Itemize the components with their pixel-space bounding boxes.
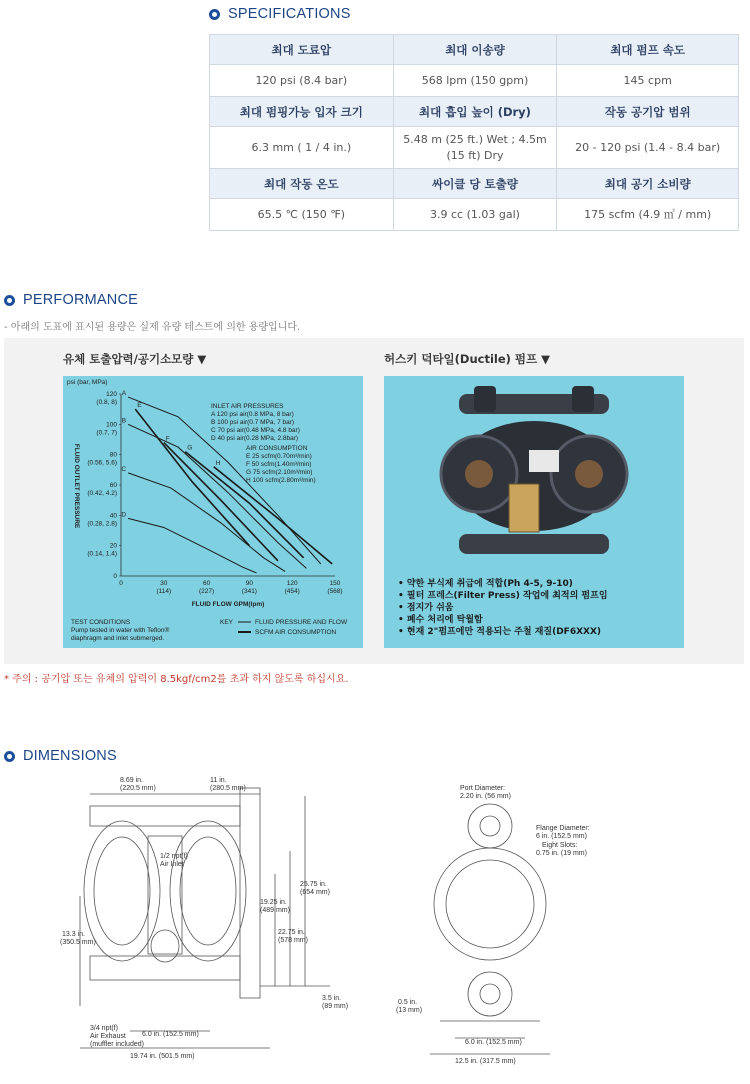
side-view-drawing xyxy=(430,804,550,1054)
spec-value-cell: 175 scfm (4.9 ㎥ / mm) xyxy=(557,199,739,231)
series-label: E xyxy=(137,402,142,410)
bullet-icon xyxy=(4,751,15,762)
dimension-label: (280.5 mm) xyxy=(210,785,246,792)
y-tick-label: 20 xyxy=(109,542,117,550)
chart-label: 유체 토출압력/공기소모량 ▼ xyxy=(63,352,207,366)
legend-inlet-title: INLET AIR PRESSURES xyxy=(211,403,284,410)
dimension-label: (89 mm) xyxy=(322,1003,349,1010)
spec-header-row xyxy=(210,97,739,127)
test-conditions-text: Pump tested in water with Teflon® xyxy=(71,627,170,634)
y-tick-label: 100 xyxy=(106,421,117,429)
x-tick-label: 60 xyxy=(202,580,211,587)
legend-inlet-item: D 40 psi air(0.28 MPa, 2.8bar) xyxy=(211,435,299,442)
legend-inlet-item: B 100 psi air(0.7 MPa, 7 bar) xyxy=(211,419,295,426)
dimension-label: Eight Slots: xyxy=(542,842,578,849)
x-tick-sub: (227) xyxy=(199,588,215,595)
legend-inlet-item: C 70 psi air(0.48 MPa, 4.8 bar) xyxy=(211,427,300,434)
legend-air-item: G 75 scfm(2.10m³/min) xyxy=(246,469,313,476)
dimension-label: 8.69 in. xyxy=(120,777,143,784)
spec-value-cell: 145 cpm xyxy=(557,65,739,97)
dimension-label: (muffler included) xyxy=(90,1041,144,1048)
y-tick-sub: (0.8, 8) xyxy=(96,399,117,406)
y-tick-label: 0 xyxy=(113,573,117,580)
spec-table xyxy=(209,34,739,231)
dimension-label: Air Exhaust xyxy=(90,1033,126,1040)
series-label: A xyxy=(121,390,127,398)
spec-header-cell: 최대 도료압 xyxy=(210,35,394,65)
series-label: F xyxy=(165,435,170,443)
spec-header-cell: 최대 작동 온도 xyxy=(210,169,394,199)
spec-value-cell: 3.9 cc (1.03 gal) xyxy=(393,199,557,231)
dimension-label: 6.0 in. (152.5 mm) xyxy=(142,1031,199,1038)
key-item: FLUID PRESSURE AND FLOW xyxy=(255,619,348,626)
performance-chart xyxy=(63,376,363,648)
dimension-label: (350.5 mm) xyxy=(60,939,96,946)
spec-value-cell: 20 - 120 psi (1.4 - 8.4 bar) xyxy=(557,127,739,169)
x-tick-sub: (568) xyxy=(327,588,343,595)
series-label: D xyxy=(121,511,127,519)
series-label: C xyxy=(121,465,127,473)
y-tick-sub: (0.56, 5.6) xyxy=(87,459,117,467)
dimension-label: Port Diameter: xyxy=(460,785,506,792)
dimension-label: 25.75 in. xyxy=(300,881,327,888)
dimension-label: 1/2 npt(f) xyxy=(160,853,189,860)
pump-feature-item: • 필터 프레스(Filter Press) 작업에 최적의 펌프임 xyxy=(398,591,608,601)
dimension-label: 2.20 in. (56 mm) xyxy=(460,793,511,800)
front-view-drawing xyxy=(80,788,330,1048)
y-tick-sub: (0.42, 4.2) xyxy=(87,490,117,497)
spec-header-cell: 최대 이송량 xyxy=(393,35,557,65)
dimension-label: (654 mm) xyxy=(300,889,330,896)
dimension-label: 22.75 in. xyxy=(278,929,305,936)
series-label: G xyxy=(187,444,193,452)
spec-value-row xyxy=(210,127,739,169)
dimension-label: 11 in. xyxy=(210,777,227,784)
spec-value-row xyxy=(210,199,739,231)
chart-svg xyxy=(63,376,363,648)
y-tick-label: 80 xyxy=(109,451,117,459)
spec-header-cell: 최대 펌프 속도 xyxy=(557,35,739,65)
spec-value-cell: 65.5 ℃ (150 ℉) xyxy=(210,199,394,231)
y-tick-label: 120 xyxy=(106,391,117,398)
x-tick-label: 30 xyxy=(160,580,168,587)
dimension-label: 0.5 in. xyxy=(398,999,418,1006)
spec-header-cell: 최대 펌핑가능 입자 크기 xyxy=(210,97,394,127)
spec-value-row xyxy=(210,65,739,97)
spec-value-cell: 568 lpm (150 gpm) xyxy=(393,65,557,97)
legend-inlet-item: A 120 psi air(0.8 MPa, 8 bar) xyxy=(211,411,294,418)
dimension-label: 6 in. (152.5 mm) xyxy=(536,833,587,840)
x-tick-label: 90 xyxy=(245,580,254,587)
legend-air-item: F 50 scfm(1.40m³/min) xyxy=(246,461,312,468)
dimensions-title: DIMENSIONS xyxy=(23,748,117,764)
y-tick-sub: (0.14, 1.4) xyxy=(87,550,117,558)
dimension-label: (578 mm) xyxy=(278,937,308,944)
performance-title: PERFORMANCE xyxy=(23,292,138,308)
specifications-title: SPECIFICATIONS xyxy=(228,6,351,22)
x-tick-label: 150 xyxy=(329,580,341,587)
dimensions-heading xyxy=(4,748,117,764)
pump-label: 허스키 덕타일(Ductile) 펌프 ▼ xyxy=(384,352,550,366)
x-tick-label: 120 xyxy=(286,580,298,587)
spec-value-cell: 5.48 m (25 ft.) Wet ; 4.5m (15 ft) Dry xyxy=(393,127,557,169)
pump-feature-item: • 현재 2"펌프에만 적용되는 주철 재질(DF6XXX) xyxy=(398,627,602,637)
pressure-series-line xyxy=(128,518,256,573)
pump-feature-item: • 폐수 처리에 탁월함 xyxy=(398,615,483,625)
dimension-svg xyxy=(60,776,620,1066)
series-label: B xyxy=(121,417,127,425)
y-tick-label: 40 xyxy=(109,512,117,520)
x-tick-label: 0 xyxy=(119,580,123,587)
dimension-label: Flange Diameter: xyxy=(536,825,590,832)
y-axis-title: FLUID OUTLET PRESSURE xyxy=(73,443,80,529)
x-axis-title: FLUID FLOW GPM(lpm) xyxy=(191,601,265,608)
dimension-label: 12.5 in. (317.5 mm) xyxy=(455,1058,516,1065)
key-item: SCFM AIR CONSUMPTION xyxy=(255,629,337,636)
test-conditions-text: diaphragm and inlet submerged. xyxy=(71,635,165,642)
spec-header-row xyxy=(210,35,739,65)
pump-feature-list xyxy=(398,578,608,638)
y-tick-label: 60 xyxy=(109,482,117,489)
dimension-drawings xyxy=(60,776,620,1066)
series-label: H xyxy=(215,459,221,467)
dimension-label: 0.75 in. (19 mm) xyxy=(536,850,587,857)
y-axis-units: psi (bar, MPa) xyxy=(67,379,108,386)
dimension-label: 3/4 npt(f) xyxy=(90,1025,119,1032)
test-conditions-text: TEST CONDITIONS xyxy=(71,619,131,626)
spec-header-row xyxy=(210,169,739,199)
dimension-label: (489 mm) xyxy=(260,907,290,914)
y-tick-sub: (0.7, 7) xyxy=(96,429,117,437)
bullet-icon xyxy=(209,9,220,20)
x-tick-sub: (454) xyxy=(284,588,300,595)
pressure-series-line xyxy=(128,473,285,572)
spec-header-cell: 최대 공기 소비량 xyxy=(557,169,739,199)
specifications-heading xyxy=(209,6,351,22)
key-title: KEY xyxy=(220,619,234,626)
spec-value-cell: 120 psi (8.4 bar) xyxy=(210,65,394,97)
spec-header-cell: 작동 공기압 범위 xyxy=(557,97,739,127)
dimension-label: 3.5 in. xyxy=(322,995,342,1002)
spec-value-cell: 6.3 mm ( 1 / 4 in.) xyxy=(210,127,394,169)
spec-header-cell: 최대 흡입 높이 (Dry) xyxy=(393,97,557,127)
dimension-label: (13 mm) xyxy=(396,1007,423,1014)
legend-air-item: E 25 scfm(0.70m³/min) xyxy=(246,453,312,460)
dimension-label: 19.74 in. (501.5 mm) xyxy=(130,1053,195,1060)
dimension-label: 6.0 in. (152.5 mm) xyxy=(465,1039,522,1046)
legend-air-item: H 100 scfm(2.80m³/min) xyxy=(246,477,316,484)
warning-text: * 주의 : 공기압 또는 유체의 압력이 8.5kgf/cm2를 초과 하지 않도록 하십시요. xyxy=(4,674,349,685)
bullet-icon xyxy=(4,295,15,306)
dimension-label: (220.5 mm) xyxy=(120,785,156,792)
dimension-label: Air Inlet xyxy=(160,861,184,868)
pump-feature-item: • 점지가 쉬움 xyxy=(398,603,454,613)
pump-feature-item: • 약한 부식제 취급에 적합(Ph 4-5, 9-10) xyxy=(398,579,573,589)
y-tick-sub: (0.28, 2.8) xyxy=(87,520,117,528)
x-tick-sub: (114) xyxy=(156,588,172,595)
x-tick-sub: (341) xyxy=(241,588,257,595)
spec-header-cell: 싸이클 당 토출량 xyxy=(393,169,557,199)
dimension-label: 19.25 in. xyxy=(260,899,287,906)
dimension-label: 13.3 in. xyxy=(62,931,85,938)
performance-note: - 아래의 도표에 표시된 용량은 실제 유량 테스트에 의한 용량입니다. xyxy=(4,322,301,333)
performance-heading xyxy=(4,292,138,308)
legend-air-title: AIR CONSUMPTION xyxy=(246,445,308,452)
